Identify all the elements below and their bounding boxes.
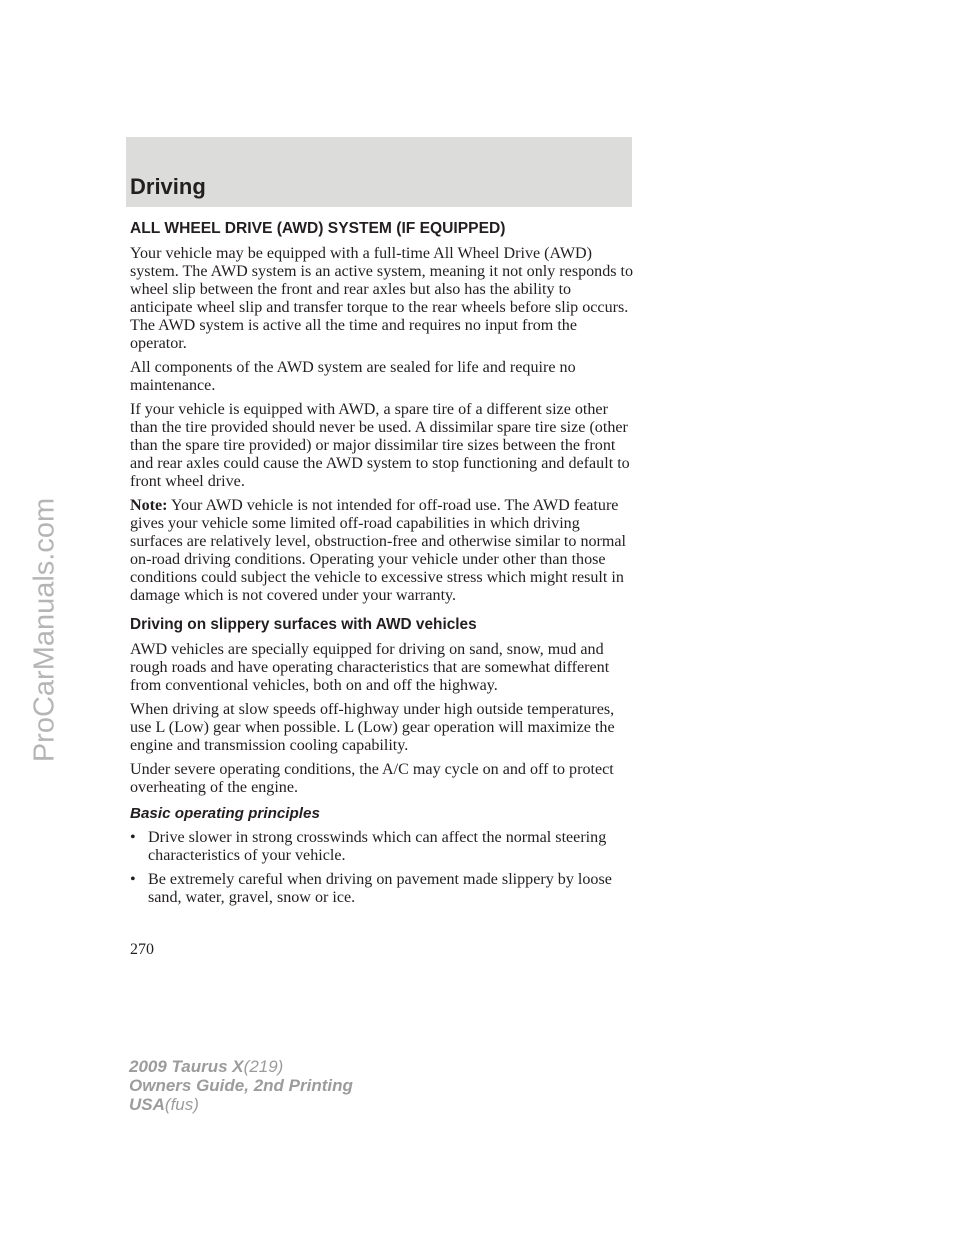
heading-awd-system: ALL WHEEL DRIVE (AWD) SYSTEM (IF EQUIPPED) [130, 220, 506, 237]
section-title: Driving [130, 174, 206, 199]
footer-model-code: (219) [243, 1057, 284, 1076]
page-number: 270 [130, 941, 154, 958]
bullet-icon: • [130, 829, 136, 846]
print-footer [129, 1057, 353, 1114]
paragraph-awd-equipped: AWD vehicles are specially equipped for driving on sand, snow, mud and rough roads and have operating characteristics that are somewhat different from conventional vehicles, both on and off the highway. [130, 641, 610, 694]
note-label: Note: [130, 497, 168, 514]
footer-guide: Owners Guide, 2nd Printing [129, 1076, 353, 1095]
bullet-text: Be extremely careful when driving on pavement made slippery by loose sand, water, gravel, snow or ice. [148, 871, 612, 906]
paragraph-low-gear: When driving at slow speeds off-highway under high outside temperatures, use L (Low) gear when possible. L (Low) gear operation will maximize the engine and transmission cooling capability. [130, 701, 615, 754]
footer-model: 2009 Taurus X [129, 1057, 244, 1076]
principles-list [130, 829, 635, 907]
list-item [130, 871, 635, 907]
watermark: ProCarManuals.com [28, 497, 61, 763]
page-content [130, 220, 635, 913]
bullet-text: Drive slower in strong crosswinds which can affect the normal steering characteristics of your vehicle. [148, 829, 607, 864]
heading-slippery-surfaces: Driving on slippery surfaces with AWD vehicles [130, 616, 477, 633]
list-item [130, 829, 635, 865]
footer-market-code: (fus) [164, 1095, 199, 1114]
paragraph-ac-cycle: Under severe operating conditions, the A/C may cycle on and off to protect overheating of the engine. [130, 761, 614, 796]
heading-basic-principles: Basic operating principles [130, 805, 320, 822]
paragraph-maintenance: All components of the AWD system are sealed for life and require no maintenance. [130, 359, 576, 394]
paragraph-awd-intro: Your vehicle may be equipped with a full-time All Wheel Drive (AWD) system. The AWD system is an active system, meaning it not only responds to wheel slip between the front and rear axles but also has the ability to anticipate wheel slip and transfer torque to the rear wheels before slip occurs. The AWD system is active all the time and requires no input from the operator. [130, 245, 634, 352]
paragraph-spare-tire: If your vehicle is equipped with AWD, a spare tire of a different size other than the tire provided should never be used. A dissimilar spare tire size (other than the spare tire provided) or major dissimilar tire sizes between the front and rear axles could cause the AWD system to stop functioning and default to front wheel drive. [130, 401, 630, 490]
note-paragraph [130, 497, 635, 605]
footer-market: USA [129, 1095, 165, 1114]
bullet-icon: • [130, 871, 136, 888]
note-text: Your AWD vehicle is not intended for off-road use. The AWD feature gives your vehicle some limited off-road capabilities in which driving surfaces are relatively level, obstruction-free and otherwise similar to normal on-road driving conditions. Operating your vehicle under other than those conditions could subject the vehicle to excessive stress which might result in damage which is not covered under your warranty. [130, 497, 627, 604]
